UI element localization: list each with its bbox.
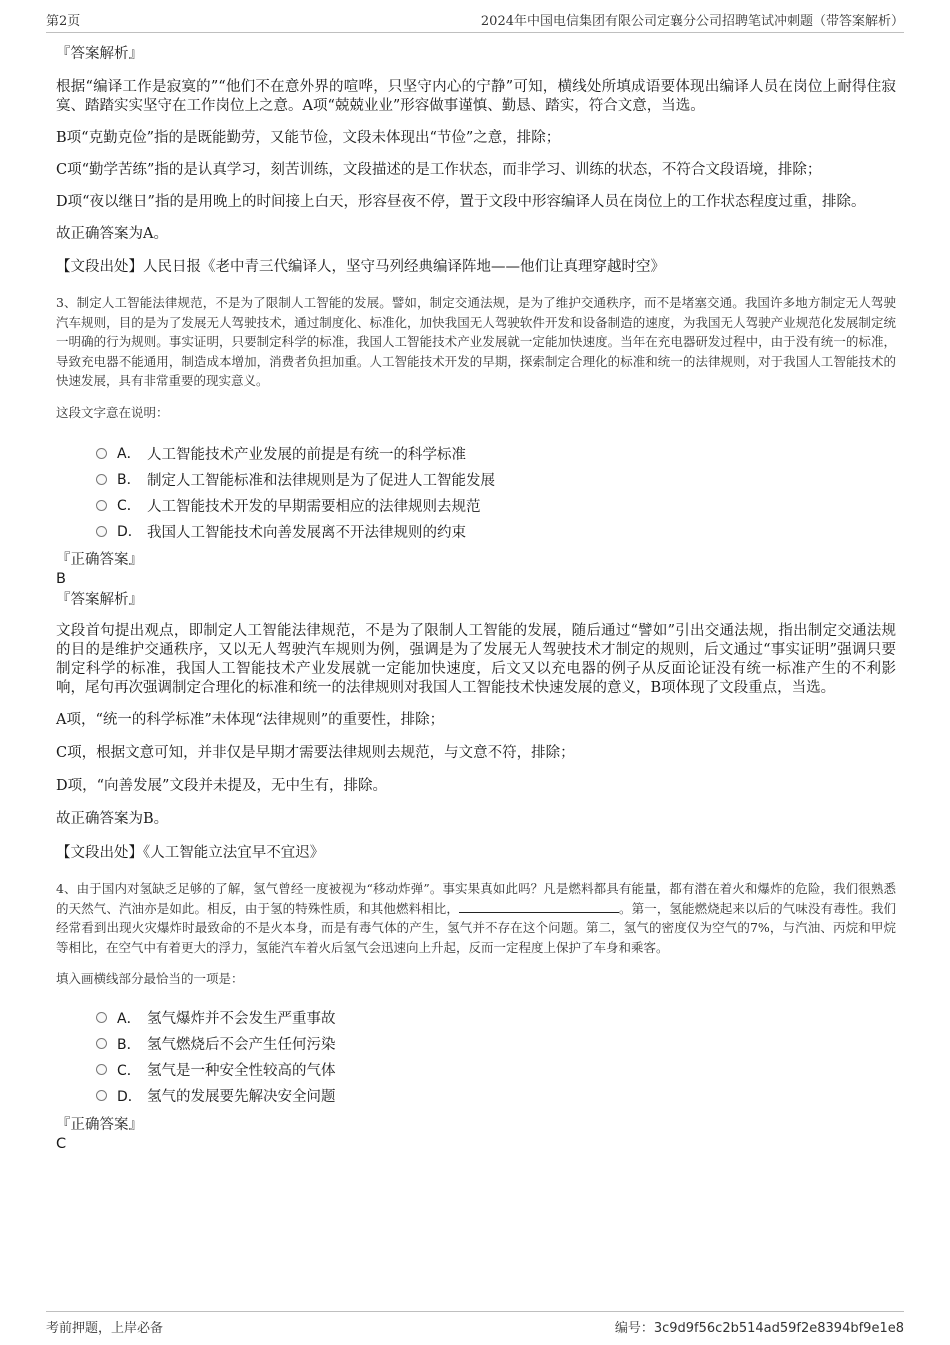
radio-icon[interactable] [96,474,107,485]
q3-analysis-para-4: D项，“向善发展”文段并未提及，无中生有，排除。 [56,778,387,794]
radio-icon[interactable] [96,1012,107,1023]
q2-analysis-para-1: 根据“编译工作是寂寞的”“他们不在意外界的喧哗，只坚守内心的宁静”可知，横线处所填成语要体现出编译人员在岗位上耐得住寂寞、踏踏实实坚守在工作岗位上之意。A项“兢兢业业”形容做事谨慎、勤恳、踏实，符合文意，当选。 [56,79,896,114]
q3-analysis-para-2: A项，“统一的科学标准”未体现“法律规则”的重要性，排除； [56,712,445,728]
option-text: 人工智能技术产业发展的前提是有统一的科学标准 [147,446,466,463]
option-text: 制定人工智能标准和法律规则是为了促进人工智能发展 [147,472,495,489]
q2-analysis-para-4: D项“夜以继日”指的是用晚上的时间接上白天，形容昼夜不停，置于文段中形容编译人员在岗位上的工作状态程度过重，排除。 [56,194,866,210]
page-footer [46,1311,904,1336]
option-text: 人工智能技术开发的早期需要相应的法律规则去规范 [147,498,481,515]
q2-conclusion: 故正确答案为A。 [56,226,168,242]
option-letter: D． [117,524,142,540]
page-content [56,44,896,1153]
option-text: 我国人工智能技术向善发展离不开法律规则的约束 [147,524,466,541]
option-letter: A． [117,446,141,462]
q3-source: 【文段出处】《人工智能立法宜早不宜迟》 [56,845,325,861]
q3-stem: 3、制定人工智能法律规范，不是为了限制人工智能的发展。譬如，制定交通法规，是为了维护交通秩序，而不是堵塞交通。我国许多地方制定无人驾驶汽车规则，目的是为了发展无人驾驶技术，通过制度化、标准化，加快我国无人驾驶软件开发和设备制造的速度，为我国无人驾驶产业规范化发展制定统一明确的行为规则。事实证明，只要制定科学的标准，我国人工智能技术产业发展就一定能加快速度。当年在充电器研发过程中，由于没有统一的标准，导致充电器不能通用，制造成本增加，消费者负担加重。人工智能技术开发的早期，探索制定合理化的标准和统一的法律规则，对于我国人工智能技术的快速发展，具有非常重要的现实意义。 [56,295,896,388]
radio-icon[interactable] [96,1038,107,1049]
q3-prompt: 这段文字意在说明： [56,404,169,420]
q3-analysis-para-3: C项，根据文意可知，并非仅是早期才需要法律规则去规范，与文意不符，排除； [56,745,575,761]
q4-option-c[interactable] [96,1057,896,1083]
radio-icon[interactable] [96,1090,107,1101]
q4-option-b[interactable] [96,1031,896,1057]
page-number: 第2页 [46,14,81,29]
document-title: 2024年中国电信集团有限公司定襄分公司招聘笔试冲刺题（带答案解析） [480,14,904,29]
code-value: 3c9d9f56c2b514ad59f2e8394bf9e1e8 [653,1321,904,1336]
option-letter: B． [117,1036,141,1053]
q2-analysis-label: 『答案解析』 [56,46,143,62]
q4-option-d[interactable] [96,1083,896,1109]
option-text: 氢气爆炸并不会发生严重事故 [147,1011,336,1027]
q3-analysis-label: 『答案解析』 [56,592,143,608]
option-text: 氢气燃烧后不会产生任何污染 [147,1037,336,1053]
option-text: 氢气的发展要先解决安全问题 [147,1089,336,1105]
q3-analysis-para-1: 文段首句提出观点，即制定人工智能法律规范，不是为了限制人工智能的发展，随后通过“譬如”引出交通法规，指出制定交通法规的目的是维护交通秩序，又以无人驾驶汽车规则为例，强调是为了发展无人驾驶技术才制定的规则，后文通过“事实证明”强调只要制定科学的标准，我国人工智能技术产业发展就一定能加快速度，后文又以充电器的例子从反面论证没有统一标准产生的不利影响，尾句再次强调制定合理化的标准和统一的法律规则对我国人工智能技术快速发展的意义，B项体现了文段重点，当选。 [56,623,896,696]
q3-conclusion: 故正确答案为B。 [56,811,169,827]
q4-correct-label: 『正确答案』 [56,1116,143,1133]
q4-stem-after: 。第一，氢能燃烧起来以后的气味没有毒性。我们经常看到出现火灾爆炸时最致命的不是火本身，而是有毒气体的产生，氢气并不存在这个问题。第二，氢气的密度仅为空气的7%，与汽油、丙烷和甲烷等相比，在空气中有着更大的浮力，氢能汽车着火后氢气会迅速向上升起，反而一定程度上保护了车身和乘客。 [56,900,896,955]
fill-blank-line [459,900,619,913]
option-text: 氢气是一种安全性较高的气体 [147,1063,336,1079]
q3-option-d[interactable] [96,518,896,544]
option-letter: A． [117,1010,141,1027]
radio-icon[interactable] [96,448,107,459]
q4-options [56,1005,896,1109]
radio-icon[interactable] [96,500,107,511]
option-letter: C． [117,1062,141,1079]
radio-icon[interactable] [96,526,107,537]
radio-icon[interactable] [96,1064,107,1075]
q3-options [56,440,896,544]
footer-slogan: 考前押题，上岸必备 [46,1321,164,1336]
q4-stem [56,879,896,957]
q2-analysis-para-3: C项“勤学苦练”指的是认真学习，刻苦训练，文段描述的是工作状态，而非学习、训练的状态，不符合文段语境，排除； [56,162,822,178]
q4-answer: C [56,1135,67,1152]
option-letter: C． [117,498,141,514]
q3-option-c[interactable] [96,492,896,518]
q3-answer: B [56,571,66,587]
code-label: 编号： [614,1321,654,1336]
page-header [46,10,904,33]
q4-prompt: 填入画横线部分最恰当的一项是： [56,971,244,986]
option-letter: B． [117,472,141,488]
q3-option-a[interactable] [96,440,896,466]
q2-analysis-para-2: B项“克勤克俭”指的是既能勤劳，又能节俭，文段未体现出“节俭”之意，排除； [56,130,561,146]
q3-correct-label: 『正确答案』 [56,552,143,568]
option-letter: D． [117,1088,142,1105]
q4-stem-before: 4、由于国内对氢缺乏足够的了解，氢气曾经一度被视为“移动炸弹”。事实果真如此吗？凡是燃料都具有能量，都有潜在着火和爆炸的危险，我们很熟悉的天然气、汽油亦是如此。相反，由于氢的特殊性质，和其他燃料相比， [56,881,896,916]
document-code [615,1317,904,1336]
q4-option-a[interactable] [96,1005,896,1031]
q3-option-b[interactable] [96,466,896,492]
q2-source: 【文段出处】人民日报《老中青三代编译人，坚守马列经典编译阵地——他们让真理穿越时空》 [56,259,665,275]
